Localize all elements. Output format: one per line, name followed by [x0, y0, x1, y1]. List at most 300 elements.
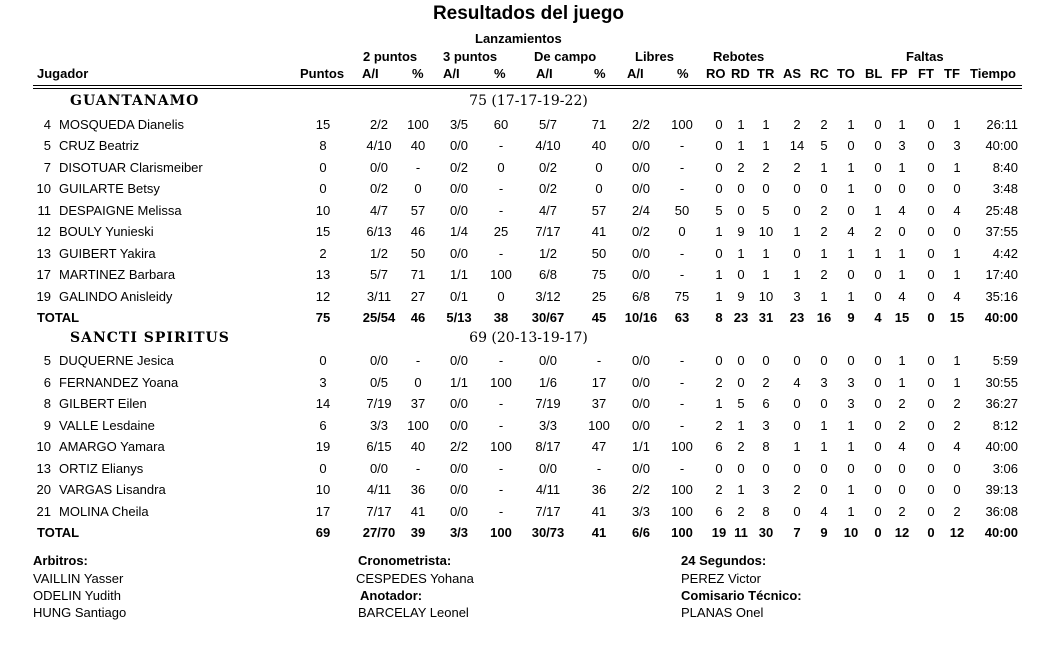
- cell-bl: 2: [874, 224, 882, 239]
- cell-ro: 0: [715, 353, 723, 368]
- cell-fg-ai: 1/6: [538, 374, 558, 390]
- cell-ro: 0: [715, 138, 723, 153]
- cell-player-name: ORTIZ Elianys: [59, 460, 144, 476]
- cell-puntos: 17: [315, 503, 331, 519]
- header-ft: FT: [918, 66, 934, 81]
- cell-ft: 0: [927, 460, 935, 476]
- cell-three-ai: 0/0: [449, 417, 469, 433]
- cell-two-ai: 1/2: [369, 245, 389, 261]
- cell-three-pct: 100: [490, 267, 512, 282]
- header-lanzamientos: Lanzamientos: [475, 31, 562, 46]
- table-row: [0, 436, 1057, 457]
- cell-three-pct: -: [498, 460, 504, 476]
- cell-three-ai: 0/0: [449, 138, 469, 153]
- cell-rc: 2: [820, 202, 828, 218]
- cell-ft: 0: [927, 503, 935, 519]
- header-tr: TR: [757, 66, 775, 81]
- cell-fp: 4: [898, 439, 906, 454]
- cell-tf: 0: [953, 181, 961, 196]
- cell-fg-pct: 75: [591, 267, 607, 282]
- cell-as: 0: [793, 417, 801, 433]
- table-row: [0, 286, 1057, 307]
- cell-tiempo: 35:16: [985, 288, 1018, 304]
- cell-rc: 5: [820, 138, 828, 153]
- cell-player-number: 10: [36, 181, 51, 196]
- cell-ft-pct: -: [679, 245, 685, 261]
- cell-to: 0: [847, 460, 855, 476]
- cell-tr: 0: [762, 181, 770, 196]
- cell-player-number: 20: [36, 482, 51, 497]
- cell-ft-ai: 1/1: [631, 439, 651, 454]
- cell-player-name: VARGAS Lisandra: [59, 482, 166, 497]
- cell-ft-ai: 0/0: [631, 417, 651, 433]
- cell-tiempo: 37:55: [985, 224, 1018, 239]
- cell-two-ai: 7/19: [366, 396, 392, 411]
- cell-tr: 1: [762, 138, 770, 153]
- cell-ft-ai: 0/0: [631, 374, 651, 390]
- cell-player-name: MOLINA Cheila: [59, 503, 149, 519]
- cell-as: 0: [793, 353, 801, 368]
- cell-puntos: 12: [315, 288, 331, 304]
- cell-tf: 1: [953, 267, 961, 282]
- cell-rd: 1: [737, 138, 745, 153]
- cell-rc: 0: [820, 353, 828, 368]
- cell-ro: 1: [715, 396, 723, 411]
- cell-fg-ai: 7/17: [535, 503, 561, 519]
- cell-rc: 3: [820, 374, 828, 390]
- cell-ro: 19: [711, 525, 727, 540]
- cell-ft-pct: 0: [678, 224, 686, 239]
- cell-bl: 0: [874, 138, 882, 153]
- cell-fp: 2: [898, 417, 906, 433]
- cell-ft-pct: 63: [674, 310, 690, 325]
- cell-player-name: GUIBERT Yakira: [59, 245, 156, 261]
- cell-tr: 31: [758, 310, 774, 325]
- cell-ro: 2: [715, 482, 723, 497]
- cell-tf: 2: [953, 503, 961, 519]
- cell-bl: 0: [874, 353, 882, 368]
- cell-fp: 1: [898, 159, 906, 175]
- cell-to: 9: [847, 310, 855, 325]
- cell-rd: 1: [737, 417, 745, 433]
- header-ro: RO: [706, 66, 726, 81]
- cell-fp: 0: [898, 224, 906, 239]
- cell-to: 1: [847, 245, 855, 261]
- cell-rc: 1: [820, 417, 828, 433]
- cell-fg-pct: 0: [595, 159, 603, 175]
- cell-tiempo: 40:00: [985, 439, 1018, 454]
- cell-two-ai: 5/7: [369, 267, 389, 282]
- cell-player-number: 6: [43, 374, 51, 390]
- cell-to: 1: [847, 288, 855, 304]
- cell-three-ai: 0/0: [449, 202, 469, 218]
- cell-two-pct: 100: [407, 417, 429, 433]
- cell-player-number: 9: [43, 417, 51, 433]
- cell-fg-ai: 0/2: [538, 159, 558, 175]
- cell-tiempo: 40:00: [984, 310, 1018, 325]
- cell-tr: 3: [762, 482, 770, 497]
- cell-ft-pct: 100: [671, 482, 693, 497]
- cell-two-pct: -: [415, 159, 421, 175]
- cell-puntos: 0: [319, 460, 327, 476]
- cell-fg-ai: 0/0: [538, 353, 558, 368]
- cell-player-name: GUILARTE Betsy: [59, 181, 160, 196]
- cell-rd: 2: [737, 503, 745, 519]
- cell-rc: 0: [820, 460, 828, 476]
- cell-bl: 0: [874, 288, 882, 304]
- cell-three-pct: 38: [493, 310, 509, 325]
- cell-player-number: 10: [36, 439, 51, 454]
- cell-rd: 5: [737, 396, 745, 411]
- arbitro-1: VAILLIN Yasser: [33, 571, 124, 586]
- team-name: SANCTI SPIRITUS: [70, 329, 230, 346]
- header-de-campo: De campo: [534, 49, 597, 64]
- header-bl: BL: [865, 66, 883, 81]
- cell-tiempo: 30:55: [985, 374, 1018, 390]
- header-rule-2: [33, 88, 1022, 89]
- cell-three-pct: -: [498, 138, 504, 153]
- cell-rd: 0: [737, 460, 745, 476]
- cell-rd: 9: [737, 224, 745, 239]
- cell-three-pct: 100: [490, 525, 512, 540]
- table-row: [0, 458, 1057, 479]
- cell-bl: 0: [874, 525, 882, 540]
- cell-two-ai: 0/2: [369, 181, 389, 196]
- cell-ft: 0: [927, 482, 935, 497]
- cell-ft-pct: -: [679, 417, 685, 433]
- cell-to: 1: [847, 181, 855, 196]
- cell-tf: 4: [953, 202, 961, 218]
- cell-tiempo: 26:11: [986, 116, 1018, 132]
- cell-ft-ai: 0/0: [631, 138, 651, 153]
- cell-to: 0: [847, 353, 855, 368]
- cell-ro: 6: [715, 503, 723, 519]
- cell-two-pct: 37: [410, 396, 426, 411]
- cell-ft-ai: 2/2: [631, 482, 651, 497]
- table-row: [0, 501, 1057, 522]
- header-rd: RD: [731, 66, 750, 81]
- cell-tr: 30: [758, 525, 774, 540]
- cell-ft: 0: [927, 439, 935, 454]
- cell-ft: 0: [927, 181, 935, 196]
- cell-player-number: 5: [43, 353, 51, 368]
- cell-ft-ai: 2/4: [631, 202, 651, 218]
- cell-ft: 0: [927, 288, 935, 304]
- cell-rd: 0: [737, 202, 745, 218]
- cell-player-name: BOULY Yunieski: [59, 224, 154, 239]
- cell-tf: 2: [953, 417, 961, 433]
- cell-ft-pct: 100: [671, 525, 693, 540]
- cell-player-name: DUQUERNE Jesica: [59, 353, 174, 368]
- cell-three-pct: 60: [493, 116, 509, 132]
- cell-puntos: 15: [315, 224, 331, 239]
- cell-fg-ai: 0/2: [538, 181, 558, 196]
- cell-fg-pct: 36: [591, 482, 607, 497]
- cell-fp: 1: [898, 245, 906, 261]
- cell-as: 2: [793, 482, 801, 497]
- cell-as: 4: [793, 374, 801, 390]
- cell-player-name: GILBERT Eilen: [59, 396, 147, 411]
- cell-fg-ai: 30/73: [531, 525, 565, 540]
- table-row: [0, 264, 1057, 285]
- cell-three-ai: 0/2: [449, 159, 469, 175]
- cell-ft-pct: -: [679, 353, 685, 368]
- cell-as: 1: [793, 224, 801, 239]
- cell-to: 1: [847, 417, 855, 433]
- cell-player-number: 13: [36, 460, 51, 476]
- cell-player-name: TOTAL: [37, 310, 80, 325]
- cell-ft-pct: 100: [671, 439, 693, 454]
- table-row: [0, 114, 1057, 135]
- cell-two-pct: 41: [410, 503, 426, 519]
- cell-bl: 1: [874, 202, 882, 218]
- team-score-line: 75 (17-17-19-22): [469, 93, 588, 109]
- cell-puntos: 13: [315, 267, 331, 282]
- cell-fg-pct: 57: [591, 202, 607, 218]
- header-libres: Libres: [635, 49, 675, 64]
- cell-puntos: 2: [319, 245, 327, 261]
- header-3pt-pct: %: [494, 66, 506, 81]
- cell-to: 0: [847, 138, 855, 153]
- cell-tf: 3: [953, 138, 961, 153]
- cell-tf: 1: [953, 353, 961, 368]
- cell-bl: 0: [874, 116, 882, 132]
- cell-fp: 2: [898, 503, 906, 519]
- cell-player-number: 5: [43, 138, 51, 153]
- cell-fg-pct: 0: [595, 181, 603, 196]
- cell-three-ai: 5/13: [446, 310, 472, 325]
- cell-bl: 0: [874, 374, 882, 390]
- cell-tiempo: 39:13: [985, 482, 1018, 497]
- cell-tiempo: 5:59: [992, 353, 1018, 368]
- cell-fg-ai: 4/7: [538, 202, 558, 218]
- cell-two-pct: 50: [410, 245, 426, 261]
- header-tf: TF: [944, 66, 960, 81]
- cell-to: 0: [847, 267, 855, 282]
- team-score-line: 69 (20-13-19-17): [469, 329, 588, 346]
- cell-puntos: 3: [319, 374, 327, 390]
- cell-fp: 1: [898, 374, 906, 390]
- cell-bl: 0: [874, 267, 882, 282]
- table-row: [0, 157, 1057, 178]
- table-row: [0, 243, 1057, 264]
- cell-fg-ai: 3/12: [535, 288, 561, 304]
- cell-fp: 1: [898, 353, 906, 368]
- cell-fp: 3: [898, 138, 906, 153]
- cronometrista-label: Cronometrista:: [358, 553, 452, 568]
- cell-ro: 2: [715, 417, 723, 433]
- cell-three-ai: 2/2: [449, 439, 469, 454]
- cell-ft-ai: 0/0: [631, 353, 651, 368]
- cell-fg-pct: 50: [591, 245, 607, 261]
- cell-three-ai: 0/0: [449, 245, 469, 261]
- cell-ft: 0: [927, 202, 935, 218]
- cell-fg-pct: 100: [588, 417, 610, 433]
- cell-two-pct: 0: [414, 181, 422, 196]
- cell-tr: 0: [762, 460, 770, 476]
- cell-ft-pct: -: [679, 396, 685, 411]
- cell-two-pct: 40: [410, 439, 426, 454]
- cell-ft-pct: 100: [671, 116, 693, 132]
- cell-three-ai: 0/0: [449, 396, 469, 411]
- cell-tf: 4: [953, 439, 961, 454]
- cell-ro: 8: [715, 310, 723, 325]
- cell-to: 3: [847, 374, 855, 390]
- cell-to: 3: [847, 396, 855, 411]
- cell-tr: 10: [758, 288, 774, 304]
- header-rule: [33, 85, 1022, 86]
- cell-puntos: 0: [319, 181, 327, 196]
- cell-three-ai: 3/5: [449, 116, 469, 132]
- cell-rd: 23: [733, 310, 749, 325]
- cell-as: 2: [793, 116, 801, 132]
- cell-two-pct: 40: [410, 138, 426, 153]
- cell-tr: 6: [762, 396, 770, 411]
- cell-two-pct: 46: [410, 224, 426, 239]
- cell-two-ai: 0/0: [369, 460, 389, 476]
- cell-fp: 12: [894, 525, 910, 540]
- table-row: [0, 415, 1057, 436]
- cell-three-ai: 3/3: [449, 525, 469, 540]
- cell-as: 2: [793, 159, 801, 175]
- cell-to: 0: [847, 202, 855, 218]
- cell-fp: 4: [898, 202, 906, 218]
- team-header: [0, 92, 1057, 113]
- cell-ro: 1: [715, 224, 723, 239]
- cell-three-pct: 25: [493, 224, 509, 239]
- cell-ft-ai: 6/8: [631, 288, 651, 304]
- table-row: [0, 200, 1057, 221]
- cell-tiempo: 8:40: [992, 159, 1018, 175]
- team-header: [0, 329, 1057, 350]
- page-title: Resultados del juego: [432, 3, 625, 24]
- cell-tf: 1: [953, 116, 961, 132]
- header-fg-ai: A/I: [536, 66, 553, 81]
- cell-player-name: DISOTUAR Clarismeiber: [59, 159, 203, 175]
- cell-rc: 4: [820, 503, 828, 519]
- cell-fg-pct: 41: [591, 525, 607, 540]
- cell-rc: 0: [820, 181, 828, 196]
- cell-three-pct: 0: [497, 288, 505, 304]
- cell-puntos: 19: [315, 439, 331, 454]
- cell-ft: 0: [927, 245, 935, 261]
- cell-three-ai: 0/0: [449, 503, 469, 519]
- cell-ft-pct: -: [679, 138, 685, 153]
- cell-to: 1: [847, 159, 855, 175]
- cell-as: 1: [793, 439, 801, 454]
- cell-player-name: GALINDO Anisleidy: [59, 288, 173, 304]
- cell-rc: 2: [820, 267, 828, 282]
- header-rebotes: Rebotes: [713, 49, 765, 64]
- cell-tf: 0: [953, 460, 961, 476]
- cell-three-pct: 100: [490, 439, 512, 454]
- cell-three-pct: -: [498, 353, 504, 368]
- header-puntos: Puntos: [300, 66, 345, 81]
- cell-ft-ai: 0/0: [631, 396, 651, 411]
- cell-player-number: 13: [36, 245, 51, 261]
- cell-as: 7: [793, 525, 801, 540]
- cell-fg-ai: 8/17: [535, 439, 561, 454]
- cell-puntos: 10: [315, 482, 331, 497]
- cell-tr: 8: [762, 503, 770, 519]
- cell-two-pct: 27: [410, 288, 426, 304]
- arbitros-label: Arbitros:: [33, 553, 88, 568]
- cell-rd: 0: [737, 181, 745, 196]
- cell-rd: 1: [737, 482, 745, 497]
- cell-player-name: CRUZ Beatriz: [59, 138, 140, 153]
- cell-ro: 1: [715, 267, 723, 282]
- cell-ft-ai: 0/0: [631, 267, 651, 282]
- cell-tr: 8: [762, 439, 770, 454]
- arbitro-3: HUNG Santiago: [33, 605, 127, 620]
- cell-player-name: DESPAIGNE Melissa: [59, 202, 182, 218]
- cell-two-ai: 3/3: [369, 417, 389, 433]
- cell-ft: 0: [927, 224, 935, 239]
- cell-two-pct: 71: [410, 267, 426, 282]
- cell-player-number: 21: [36, 503, 51, 519]
- table-row: [0, 372, 1057, 393]
- cell-three-ai: 0/1: [449, 288, 469, 304]
- cronometrista-name: CESPEDES Yohana: [356, 571, 474, 586]
- cell-fg-pct: 17: [591, 374, 607, 390]
- cell-ro: 0: [715, 245, 723, 261]
- cell-ft: 0: [927, 353, 935, 368]
- cell-ft-ai: 0/2: [631, 224, 651, 239]
- cell-as: 0: [793, 460, 801, 476]
- cell-puntos: 0: [319, 353, 327, 368]
- cell-three-pct: 0: [497, 159, 505, 175]
- cell-two-pct: 39: [410, 525, 426, 540]
- cell-puntos: 6: [319, 417, 327, 433]
- cell-tr: 3: [762, 417, 770, 433]
- cell-two-ai: 0/0: [369, 159, 389, 175]
- cell-fg-ai: 30/67: [531, 310, 565, 325]
- cell-tr: 10: [758, 224, 774, 239]
- cell-rd: 1: [737, 116, 745, 132]
- cell-three-ai: 1/1: [449, 267, 469, 282]
- cell-fg-ai: 4/11: [535, 482, 561, 497]
- cell-fg-ai: 3/3: [538, 417, 558, 433]
- cell-fg-pct: 41: [591, 224, 607, 239]
- comisario-name: PLANAS Onel: [681, 605, 764, 620]
- header-fg-pct: %: [594, 66, 606, 81]
- cell-tiempo: 36:27: [985, 396, 1018, 411]
- cell-ft-ai: 6/6: [631, 525, 651, 540]
- cell-as: 0: [793, 245, 801, 261]
- header-2-puntos: 2 puntos: [363, 49, 418, 64]
- cell-rc: 1: [820, 288, 828, 304]
- cell-two-ai: 6/15: [366, 439, 392, 454]
- cell-fg-ai: 7/19: [535, 396, 561, 411]
- header-jugador: Jugador: [37, 66, 89, 81]
- cell-two-ai: 4/10: [366, 138, 392, 153]
- cell-ft-ai: 0/0: [631, 159, 651, 175]
- cell-rc: 0: [820, 482, 828, 497]
- cell-fg-ai: 0/0: [538, 460, 558, 476]
- cell-player-name: VALLE Lesdaine: [59, 417, 155, 433]
- cell-fg-ai: 4/10: [535, 138, 561, 153]
- cell-fg-ai: 6/8: [538, 267, 558, 282]
- segundos-name: PEREZ Victor: [681, 571, 761, 586]
- cell-rd: 11: [734, 525, 748, 540]
- cell-player-number: 7: [43, 159, 51, 175]
- header-2pt-pct: %: [412, 66, 424, 81]
- cell-player-number: 12: [36, 224, 51, 239]
- cell-tiempo: 40:00: [985, 138, 1018, 153]
- cell-ro: 0: [715, 159, 723, 175]
- cell-three-pct: -: [498, 202, 504, 218]
- cell-ft: 0: [927, 159, 935, 175]
